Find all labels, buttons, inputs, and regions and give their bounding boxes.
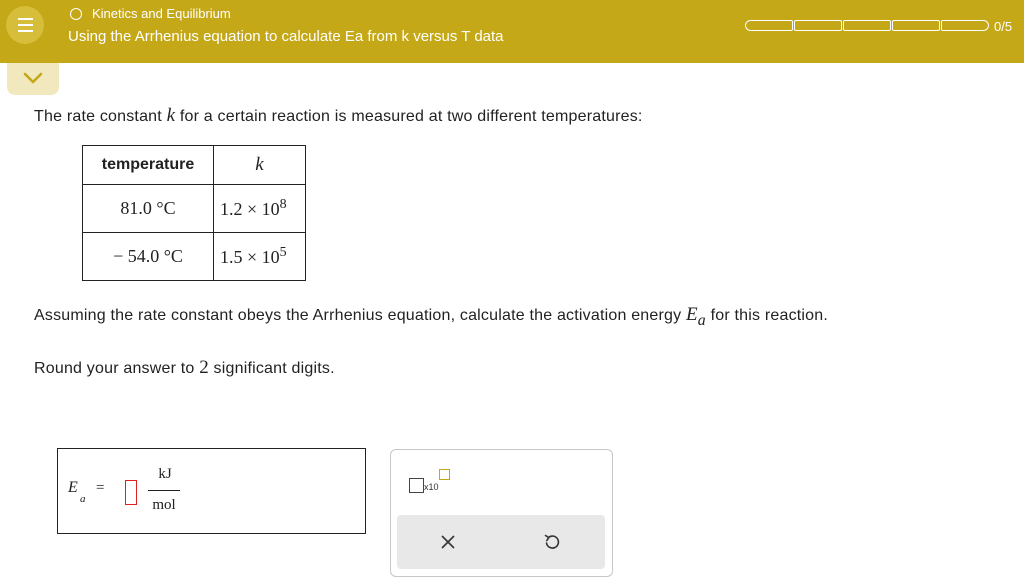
progress-segment bbox=[843, 20, 891, 31]
k-exponent: 5 bbox=[279, 245, 287, 260]
exponent-slot-icon bbox=[439, 469, 450, 480]
table-row bbox=[83, 233, 306, 281]
k-mantissa: 1.2 × 10 bbox=[220, 199, 280, 219]
table-header-row bbox=[83, 146, 306, 185]
question-intro bbox=[34, 105, 643, 127]
equals-sign: = bbox=[96, 480, 105, 496]
menu-button[interactable] bbox=[6, 6, 44, 44]
progress-bar bbox=[745, 20, 987, 31]
unit-numerator: kJ bbox=[158, 466, 172, 482]
x10-button[interactable] bbox=[409, 478, 424, 493]
question-text: Round your answer to bbox=[34, 360, 195, 377]
score-counter: 0/5 bbox=[994, 19, 1013, 34]
collapse-toggle[interactable] bbox=[7, 63, 59, 95]
chevron-down-icon bbox=[23, 71, 43, 85]
answer-box bbox=[57, 448, 366, 534]
column-header-k: k bbox=[214, 146, 306, 185]
answer-label-subscript: a bbox=[80, 493, 86, 505]
temperature-cell: − 54.0 °C bbox=[83, 233, 214, 281]
question-text: significant digits. bbox=[213, 360, 335, 377]
ea-symbol bbox=[685, 304, 706, 329]
topic-label: Kinetics and Equilibrium bbox=[92, 6, 231, 21]
fraction-bar bbox=[148, 490, 180, 491]
close-icon bbox=[438, 532, 458, 552]
progress-segment bbox=[892, 20, 940, 31]
question-text: Assuming the rate constant obeys the Arrhenius equation, calculate the activation energy bbox=[34, 307, 682, 324]
question-text: The rate constant bbox=[34, 108, 162, 125]
menu-icon-line bbox=[18, 18, 33, 20]
progress-segment bbox=[941, 20, 989, 31]
temperature-cell: 81.0 °C bbox=[83, 185, 214, 233]
page-title: Using the Arrhenius equation to calculate Ea from k versus T data bbox=[68, 28, 504, 45]
ea-letter: E bbox=[685, 304, 698, 325]
x10-label: x10 bbox=[424, 482, 439, 492]
answer-keypad bbox=[390, 449, 613, 577]
k-cell bbox=[214, 185, 306, 233]
undo-button[interactable] bbox=[542, 532, 562, 552]
sig-digits: 2 bbox=[199, 357, 209, 378]
rounding-instruction bbox=[34, 357, 335, 379]
header-bar bbox=[0, 0, 1024, 63]
ea-subscript: a bbox=[697, 311, 706, 329]
progress-segment bbox=[745, 20, 793, 31]
data-table bbox=[82, 145, 306, 281]
k-exponent: 8 bbox=[279, 197, 287, 212]
question-instruction bbox=[34, 304, 828, 330]
k-symbol: k bbox=[166, 105, 176, 126]
answer-label: E bbox=[68, 479, 78, 496]
menu-icon-line bbox=[18, 24, 33, 26]
column-header-temperature: temperature bbox=[83, 146, 214, 185]
question-text: for a certain reaction is measured at two different temperatures: bbox=[179, 108, 643, 125]
k-mantissa: 1.5 × 10 bbox=[220, 247, 280, 267]
question-text: for this reaction. bbox=[710, 307, 829, 324]
progress-segment bbox=[794, 20, 842, 31]
topic-circle-icon bbox=[70, 8, 82, 20]
menu-icon-line bbox=[18, 30, 33, 32]
clear-button[interactable] bbox=[438, 532, 458, 552]
keypad-actions bbox=[397, 515, 605, 569]
table-row bbox=[83, 185, 306, 233]
answer-input[interactable] bbox=[125, 480, 137, 505]
k-cell bbox=[214, 233, 306, 281]
undo-icon bbox=[542, 532, 562, 552]
unit-denominator: mol bbox=[152, 497, 176, 513]
